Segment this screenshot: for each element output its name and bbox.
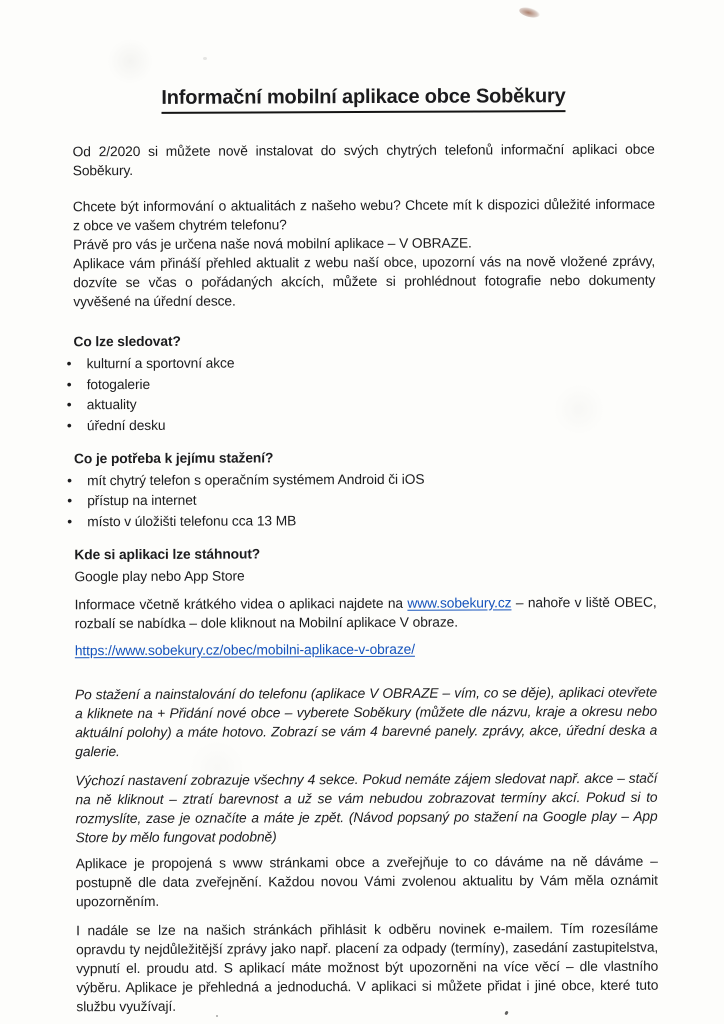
bullet-item: • kulturní a sportovní akce [66,352,656,374]
website-link[interactable]: www.sobekury.cz [407,594,512,611]
app-page-link-line [75,638,657,660]
info-paragraph [75,592,657,633]
bullet-list-requirements [66,468,656,531]
sync-info-paragraph: Aplikace je propojená s www stránkami obce a zveřejňuje to co dáváme na ně dáváme – postupně dle data zveřejnění. Každou novou Vámi zvolenou aktualitu by Vám měla oznámit upozorněním. [75,853,658,909]
info-text-before-link: Informace včetně krátkého videa o aplikaci najdete na [74,595,408,612]
page-title: Informační mobilní aplikace obce Soběkury [72,83,654,115]
bullet-item: • mít chytrý telefon s operačním systémem Android či iOS [66,468,656,490]
bullet-item: • aktuality [66,393,656,415]
scan-speck-artifact [216,1015,218,1017]
paragraph-app-name: Právě pro vás je určena naše nová mobilní aplikace – V OBRAZE. [73,235,472,253]
bullet-item: • přístup na internet [66,489,656,511]
scan-speck-artifact [203,57,207,60]
paragraph-app-benefits: Aplikace vám přináší přehled aktualit z webu naší obce, upozorní vás na nově vložené zprávy, dozvíte se včas o pořádaných akcích, můžete si prohlédnout fotografie nebo dokumenty vyvěšené na úřední desce. [73,253,656,310]
paragraph-questions: Chcete být informování o aktualitách z našeho webu? Chcete mít k dispozici důležité informace z obce ve vašem chytrém telefonu? [72,196,655,234]
document-body [72,0,658,1016]
scan-speck-artifact [504,1011,509,1016]
section-heading-requirements: Co je potřeba k jejímu stažení? [73,449,274,466]
section-heading-watch: Co lze sledovat? [73,333,181,350]
store-availability-text: Google play nebo App Store [74,568,245,584]
section-heading-download: Kde si aplikaci lze stáhnout? [74,545,261,562]
bullet-item: • místo v úložišti telefonu cca 13 MB [66,509,656,531]
description-block [73,195,655,312]
intro-paragraph: Od 2/2020 si můžete nově instalovat do svých chytrých telefonů informační aplikaci obce Soběkury. [72,141,655,179]
install-instructions-paragraph: Po stažení a nainstalování do telefonu (aplikace V OBRAZE – vím, co se děje), aplikaci otevřete a kliknete na + Přidání nové obce – vyberete Soběkury (můžete dle názvu, kraje a okresu nebo aktuální polohy) a máte hotovo. Zobrazí se vám 4 barevné panely. zprávy, akce, úřední deska a galerie. [74,684,658,759]
bullet-item: • fotogalerie [66,372,656,394]
settings-instructions-paragraph: Výchozí nastavení zobrazuje všechny 4 sekce. Pokud nemáte zájem sledovat např. akce – stačí na ně kliknout – ztratí barevnost a už se vám nebudou zobrazovat termíny akcí. Pokud si to rozmyslíte, zase je označíte a máte je zpět. (Návod popsaný po stažení na Google play – App Store by mělo fungovat podobně) [75,770,658,845]
bullet-list-watch [66,352,656,435]
app-page-link[interactable]: https://www.sobekury.cz/obec/mobilni-aplikace-v-obraze/ [74,641,415,658]
info-text-after-link: – nahoře v liště OBEC, rozbalí se nabídka – dole kliknout na Mobilní aplikace V obraze. [74,594,657,631]
bullet-item: • úřední desku [66,413,656,435]
newsletter-info-paragraph: I nadále se lze na našich stránkách přihlásit k odběru novinek e-mailem. Tím rozesíláme opravdu ty nejdůležitější zprávy jako např. placení za odpady (termíny), zasedání zastupitelstva, vypnutí el. proudu atd. S aplikací máte možnost být upozorněni na více věcí – dle vlastního výběru. Aplikace je přehledná a jednoduchá. V aplikaci si můžete přidat i jiné obce, které tuto službu využívají. [76,920,659,1014]
